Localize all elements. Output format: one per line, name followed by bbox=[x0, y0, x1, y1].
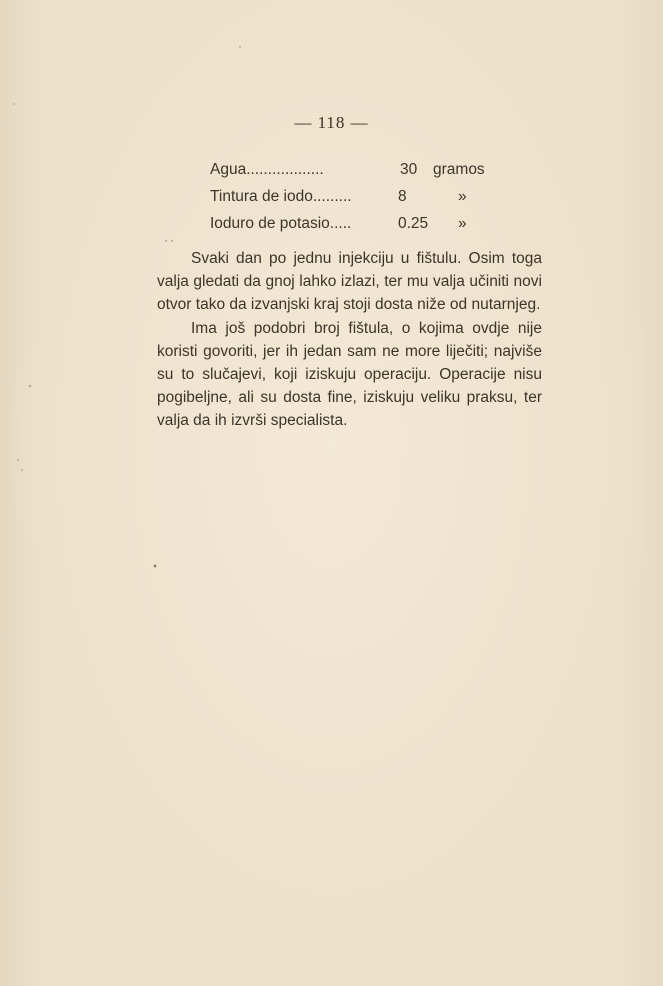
ingredient-name: Agua.................. bbox=[210, 161, 324, 178]
ingredient-unit: » bbox=[458, 215, 467, 232]
ingredient-amount: 0.25 bbox=[398, 215, 429, 232]
ingredient-amount: 8 bbox=[398, 188, 407, 205]
paragraph: Ima još podobri broj fištula, o kojima ovdje nije koristi govoriti, jer ih jedan sam ne more liječiti; najviše su to slučajevi, koji iziskuju operaciju. Operacije nisu pogibeljne, ali su dosta fine, iziskuju veliku praksu, ter valja da ih izvrši specialista. bbox=[157, 319, 542, 430]
ingredient-unit: gramos bbox=[433, 161, 485, 178]
ingredient-name: Ioduro de potasio..... bbox=[210, 215, 352, 232]
page-number: — 118 — bbox=[294, 113, 369, 132]
ingredient-name: Tintura de iodo......... bbox=[210, 188, 352, 205]
paragraph: Svaki dan po jednu injekciju u fištulu. Osim toga valja gledati da gnoj lahko izlazi, ter mu valja učiniti novi otvor tako da izvanjski kraj stoji dosta niže od nutarnjeg. bbox=[157, 250, 542, 314]
ingredient-unit: » bbox=[458, 188, 467, 205]
ingredient-amount: 30 bbox=[400, 161, 418, 178]
body-text bbox=[157, 247, 542, 433]
